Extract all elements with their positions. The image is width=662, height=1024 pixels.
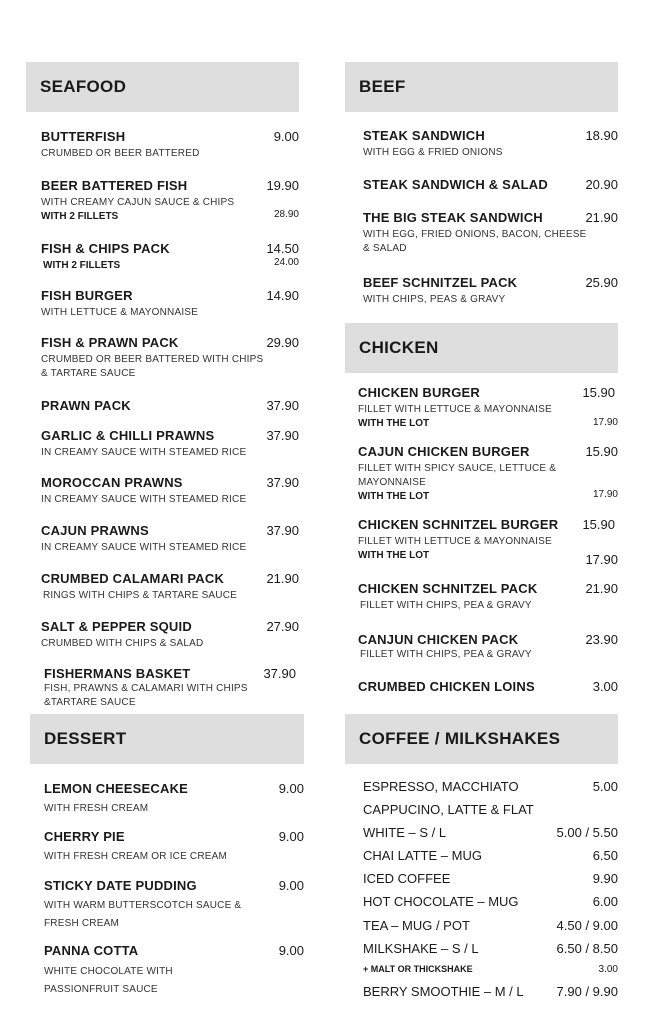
item-desc: WITH CHIPS, PEAS & GRAVY [363,294,506,305]
coffee-row [363,984,618,999]
item-desc: WITH FRESH CREAM [44,803,149,814]
item-desc: CRUMBED OR BEER BATTERED WITH CHIPS & TARTARE SAUCE [41,354,264,379]
coffee-row [363,918,618,933]
item-name: STEAK SANDWICH [363,128,485,143]
item-price: 37.90 [263,666,296,681]
item-name: PRAWN PACK [41,398,131,413]
coffee-price: 6.00 [592,894,618,909]
menu-item [358,444,618,502]
coffee-row [363,825,618,840]
item-desc: IN CREAMY SAUCE WITH STEAMED RICE [41,542,247,553]
menu-item [41,129,299,161]
item-desc: FILLET WITH LETTUCE & MAYONNAISE [358,404,552,415]
coffee-price: 5.00 / 5.50 [556,825,618,840]
item-name: CAJUN CHICKEN BURGER [358,444,530,459]
item-price: 25.90 [585,275,618,290]
item-desc: FISH, PRAWNS & CALAMARI WITH CHIPS &TARTARE SAUCE [44,683,248,708]
item-price: 14.90 [266,288,299,303]
item-price: 20.90 [585,177,618,192]
item-name: CHICKEN BURGER [358,385,480,400]
item-desc: WITH FRESH CREAM OR ICE CREAM [44,851,228,862]
coffee-row [363,964,618,974]
item-desc: WITH WARM BUTTERSCOTCH SAUCE & FRESH CREAM [44,900,242,929]
menu-item [41,428,299,460]
item-name: BUTTERFISH [41,129,126,144]
item-name: BEEF SCHNITZEL PACK [363,275,518,290]
seafood-header [26,62,299,112]
item-sub: WITH THE LOT [358,418,430,429]
coffee-name: WHITE – S / L [363,825,447,840]
coffee-row [363,802,618,817]
coffee-name: HOT CHOCOLATE – MUG [363,894,519,909]
coffee-name: TEA – MUG / POT [363,918,470,933]
item-desc: CRUMBED OR BEER BATTERED [41,148,200,159]
coffee-name: + MALT OR THICKSHAKE [363,964,473,974]
menu-item [358,385,618,429]
item-desc: CRUMBED WITH CHIPS & SALAD [41,638,204,649]
item-name: CHICKEN SCHNITZEL BURGER [358,517,559,532]
coffee-title: COFFEE / MILKSHAKES [359,729,561,748]
coffee-price: 4.50 / 9.00 [556,918,618,933]
item-name: CANJUN CHICKEN PACK [358,632,519,647]
item-name: LEMON CHEESECAKE [44,781,189,796]
coffee-row [363,871,618,886]
dessert-header [30,714,304,764]
item-desc: WITH LETTUCE & MAYONNAISE [41,307,199,318]
menu-item [41,335,299,381]
item-sub: WITH 2 FILLETS [41,211,119,222]
menu-item [358,632,618,662]
menu-item [44,666,299,710]
item-price-alt: 17.90 [592,417,618,428]
item-desc: IN CREAMY SAUCE WITH STEAMED RICE [41,447,247,458]
item-desc: FILLET WITH LETTUCE & MAYONNAISE [358,536,552,547]
item-desc: WITH EGG, FRIED ONIONS, BACON, CHEESE & SALAD [363,229,587,254]
item-name: MOROCCAN PRAWNS [41,475,183,490]
menu-item [363,128,618,160]
item-price: 21.90 [585,210,618,225]
item-desc: WITH CREAMY CAJUN SAUCE & CHIPS [41,197,235,208]
menu-item [44,878,304,933]
coffee-name: MILKSHAKE – S / L [363,941,479,956]
coffee-row [363,848,618,863]
item-name: CRUMBED CALAMARI PACK [41,571,225,586]
menu-item [363,177,618,192]
item-price: 37.90 [266,475,299,490]
menu-item [44,943,304,999]
item-desc: FILLET WITH CHIPS, PEA & GRAVY [360,600,532,611]
coffee-name: ESPRESSO, MACCHIATO [363,779,519,794]
item-name: CHICKEN SCHNITZEL PACK [358,581,538,596]
item-sub: WITH THE LOT [358,550,430,561]
item-price: 18.90 [585,128,618,143]
chicken-header [345,323,618,373]
item-name: FISH BURGER [41,288,133,303]
item-desc: RINGS WITH CHIPS & TARTARE SAUCE [43,590,238,601]
coffee-row [363,779,618,794]
chicken-title: CHICKEN [359,338,439,357]
coffee-price: 3.00 [598,964,618,975]
item-price: 37.90 [266,428,299,443]
item-price: 21.90 [585,581,618,596]
item-name: GARLIC & CHILLI PRAWNS [41,428,215,443]
item-price: 15.90 [582,517,615,532]
menu-item [41,571,299,603]
coffee-row [363,941,618,956]
item-price: 29.90 [266,335,299,350]
item-sub: WITH 2 FILLETS [43,260,121,271]
item-price-alt: 28.90 [273,209,299,220]
coffee-name: ICED COFFEE [363,871,451,886]
item-name: FISHERMANS BASKET [44,666,191,681]
coffee-price: 7.90 / 9.90 [556,984,618,999]
item-price: 9.00 [278,943,304,958]
menu-item [41,241,299,271]
item-price: 14.50 [266,241,299,256]
item-price-alt: 17.90 [592,489,618,500]
item-sub: WITH THE LOT [358,491,430,502]
menu-item [41,178,299,222]
item-price: 23.90 [585,632,618,647]
menu-item [363,275,618,307]
coffee-price: 6.50 / 8.50 [556,941,618,956]
item-price: 9.00 [278,781,304,796]
menu-item [358,517,618,567]
item-price: 15.90 [585,444,618,459]
item-price: 21.90 [266,571,299,586]
item-name: STICKY DATE PUDDING [44,878,197,893]
item-name: PANNA COTTA [44,943,139,958]
item-price-alt: 24.00 [273,257,299,268]
item-price: 19.90 [266,178,299,193]
item-name: CAJUN PRAWNS [41,523,149,538]
item-name: SALT & PEPPER SQUID [41,619,192,634]
item-name: FISH & PRAWN PACK [41,335,179,350]
item-price: 15.90 [582,385,615,400]
coffee-name: BERRY SMOOTHIE – M / L [363,984,524,999]
item-price: 9.00 [273,129,299,144]
item-name: STEAK SANDWICH & SALAD [363,177,548,192]
dessert-title: DESSERT [44,729,127,748]
coffee-name: CAPPUCINO, LATTE & FLAT [363,802,534,817]
menu-item [44,781,304,816]
coffee-price: 5.00 [592,779,618,794]
item-price: 37.90 [266,398,299,413]
coffee-price: 6.50 [592,848,618,863]
coffee-name: CHAI LATTE – MUG [363,848,482,863]
item-desc: IN CREAMY SAUCE WITH STEAMED RICE [41,494,247,505]
menu-item [41,288,299,320]
coffee-price: 9.90 [592,871,618,886]
item-name: BEER BATTERED FISH [41,178,188,193]
menu-item [41,619,299,651]
beef-title: BEEF [359,77,406,96]
item-desc: WITH EGG & FRIED ONIONS [363,147,503,158]
item-desc: FILLET WITH CHIPS, PEA & GRAVY [360,649,532,660]
menu-item [358,581,618,613]
item-price-alt: 17.90 [585,552,618,567]
item-price: 27.90 [266,619,299,634]
item-name: FISH & CHIPS PACK [41,241,170,256]
menu-item [41,523,299,555]
item-name: CHERRY PIE [44,829,125,844]
item-price: 37.90 [266,523,299,538]
item-desc: WHITE CHOCOLATE WITH PASSIONFRUIT SAUCE [44,966,173,995]
beef-header [345,62,618,112]
menu-item [363,210,618,256]
item-name: CRUMBED CHICKEN LOINS [358,679,535,694]
menu-item [44,829,304,864]
menu-item [41,475,299,507]
item-price: 3.00 [592,679,618,694]
item-desc: FILLET WITH SPICY SAUCE, LETTUCE & MAYONNAISE [358,463,557,488]
menu-item [358,679,618,694]
item-name: THE BIG STEAK SANDWICH [363,210,543,225]
seafood-title: SEAFOOD [40,77,127,96]
coffee-header [345,714,618,764]
coffee-row [363,894,618,909]
item-price: 9.00 [278,829,304,844]
item-price: 9.00 [278,878,304,893]
menu-item [41,398,299,413]
